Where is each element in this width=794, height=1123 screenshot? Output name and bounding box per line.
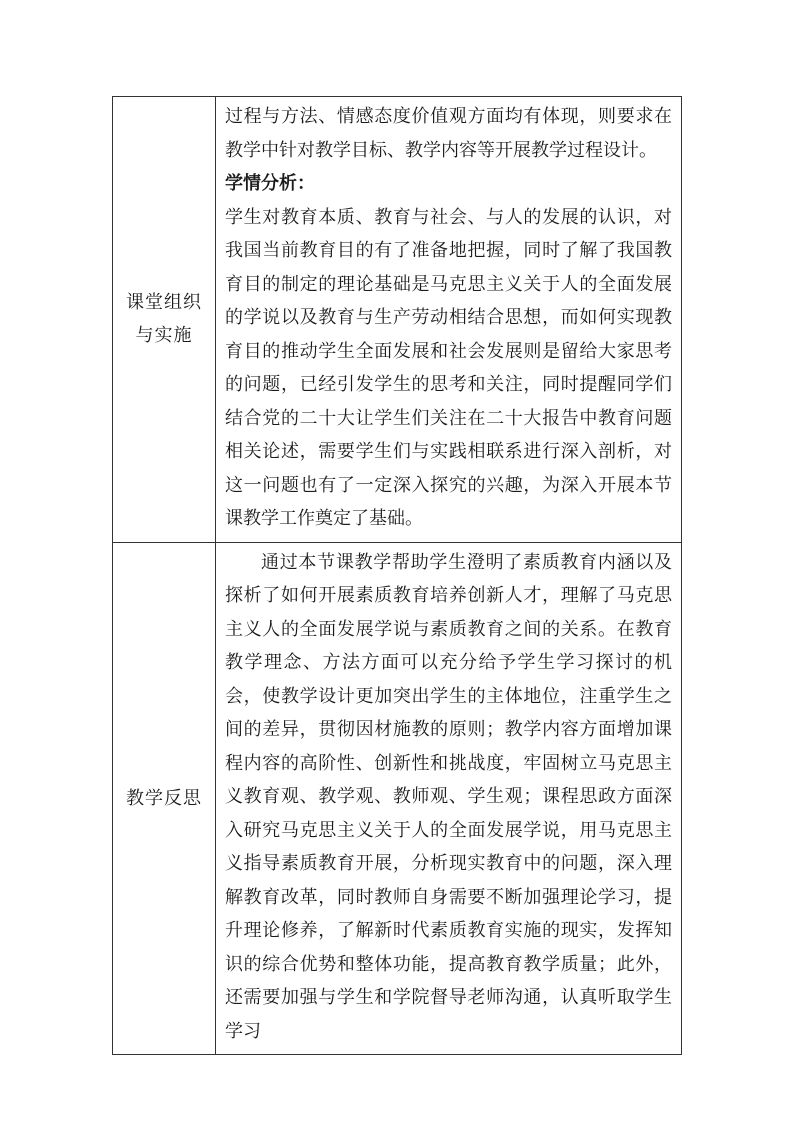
row-label-classroom-organization xyxy=(113,97,216,543)
content-cell-teaching-reflection xyxy=(216,542,682,1055)
content-cell-classroom-organization xyxy=(216,97,682,543)
table-row-classroom-organization xyxy=(113,97,682,543)
paragraph-process-design: 过程与方法、情感态度价值观方面均有体现，则要求在教学中针对教学目标、教学内容等开展教学过程设计。 xyxy=(225,106,672,161)
section-heading-student-analysis: 学情分析： xyxy=(225,173,315,194)
label-line: 课堂组织 xyxy=(126,292,202,314)
lesson-plan-table xyxy=(112,96,682,1055)
table-row-teaching-reflection xyxy=(113,542,682,1055)
label-line: 与实施 xyxy=(135,325,193,347)
paragraph-student-analysis: 学生对教育本质、教育与社会、与人的发展的认识，对我国当前教育目的有了准备地把握，同时了解了我国教育目的制定的理论基础是马克思主义关于人的全面发展的学说以及教育与生产劳动相结合思想，而如何实现教育目的推动学生全面发展和社会发展则是留给大家思考的问题，已经引发学生的思考和关注，同时提醒同学们结合党的二十大让学生们关注在二十大报告中教育问题相关论述，需要学生们与实践相联系进行深入剖析，对这一问题也有了一定深入探究的兴趣，为深入开展本节课教学工作奠定了基础。 xyxy=(225,206,672,529)
paragraph-teaching-reflection: 通过本节课教学帮助学生澄明了素质教育内涵以及探析了如何开展素质教育培养创新人才，理解了马克思主义人的全面发展学说与素质教育之间的关系。在教育教学理念、方法方面可以充分给予学生学习探讨的机会，使教学设计更加突出学生的主体地位，注重学生之间的差异，贯彻因材施教的原则；教学内容方面增加课程内容的高阶性、创新性和挑战度，牢固树立马克思主义教育观、教学观、教师观、学生观；课程思政方面深入研究马克思主义关于人的全面发展学说，用马克思主义指导素质教育开展，分析现实教育中的问题，深入理解教育改革，同时教师自身需要不断加强理论学习，提升理论修养，了解新时代素质教育实施的现实，发挥知识的综合优势和整体功能，提高教育教学质量；此外，还需要加强与学生和学院督导老师沟通，认真听取学生学习 xyxy=(225,551,672,1042)
row-label-teaching-reflection xyxy=(113,542,216,1055)
label-line: 教学反思 xyxy=(126,787,202,809)
